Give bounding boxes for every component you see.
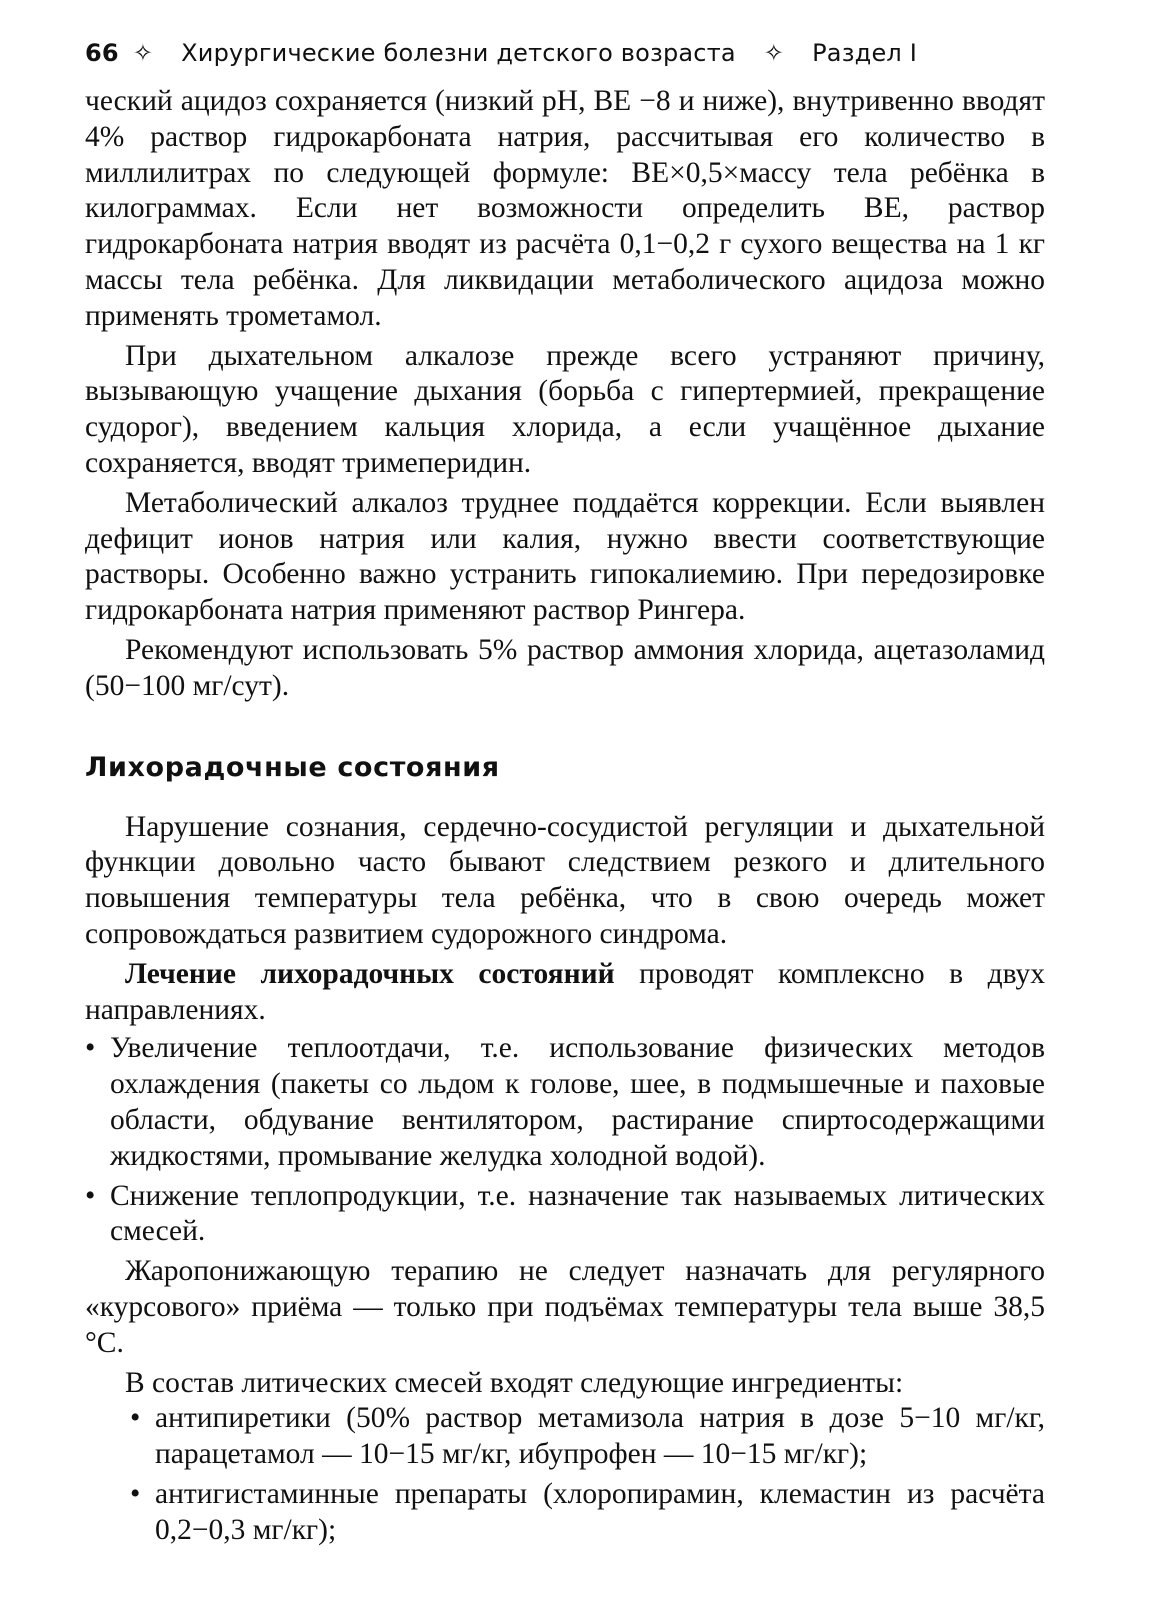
paragraph-recommendation: Рекомендуют использовать 5% раствор аммония хлорида, ацетазоламид (50−100 мг/сут). [85, 633, 1045, 702]
bullet-icon: • [130, 1402, 141, 1435]
paragraph-continued: ческий ацидоз сохраняется (низкий pH, BE −8 и ниже), внутривенно вводят 4% раствор гидрокарбоната натрия, рассчитывая его количество в миллилитрах по следующей формуле: BE×0,5×массу тела ребёнка в килограммах. Если нет возможности определить BE, раствор гидрокарбоната натрия вводят из расчёта 0,1−0,2 г сухого вещества на 1 кг массы тела ребёнка. Для ликвидации метаболического ацидоза можно применять трометамол. [85, 85, 1045, 332]
list-item [85, 1179, 1045, 1251]
bullet-icon: • [85, 1179, 96, 1212]
list-item-text: Снижение теплопродукции, т.е. назначение так называемых литических смесей. [110, 1179, 1045, 1248]
page-number: 66 [85, 39, 119, 67]
list-item [130, 1477, 1045, 1549]
section-heading: Лихорадочные состояния [85, 751, 500, 783]
ingredients-list [130, 1401, 1045, 1548]
bullet-icon: • [130, 1477, 141, 1510]
list-item-text: Увеличение теплоотдачи, т.е. использование физических методов охлаждения (пакеты со льдом к голове, шее, в подмышечные и паховые области, обдувание вентилятором, растирание спиртосодержащими жидкостями, промывание желудка холодной водой). [110, 1032, 1045, 1172]
treatment-term: Лечение лихорадочных состояний [125, 957, 615, 990]
page [85, 36, 1045, 1552]
bullet-icon: • [85, 1032, 96, 1065]
list-item-text: антипиретики (50% раствор метамизола натрия в дозе 5−10 мг/кг, парацетамол — 10−15 мг/кг, ибупрофен — 10−15 мг/кг); [155, 1402, 1045, 1471]
diamond-separator-icon: ✧ [132, 39, 154, 67]
paragraph-lytic-ingredients: В состав литических смесей входят следующие ингредиенты: [125, 1366, 904, 1399]
list-item [85, 1031, 1045, 1174]
diamond-separator-icon: ✧ [763, 39, 785, 67]
running-header [85, 36, 1045, 70]
paragraph-respiratory-alkalosis: При дыхательном алкалозе прежде всего устраняют причину, вызывающую учащение дыхания (борьба с гипертермией, прекращение судорог), введением кальция хлорида, а если учащённое дыхание сохраняется, вводят тримеперидин. [85, 339, 1045, 479]
section-label: Раздел I [812, 39, 918, 67]
paragraph-fever-intro: Нарушение сознания, сердечно-сосудистой регуляции и дыхательной функции довольно часто бывают следствием резкого и длительного повышения температуры тела ребёнка, что в свою очередь может сопровождаться развитием судорожного синдрома. [85, 810, 1045, 950]
treatment-text: проводят комплексно в двух направлениях. [85, 957, 1045, 1026]
book-title: Хирургические болезни детского возраста [181, 39, 736, 67]
paragraph-antipyretic-therapy: Жаропонижающую терапию не следует назначать для регулярного «курсового» приёма — только при подъёмах температуры тела выше 38,5 °С. [85, 1255, 1045, 1359]
list-item-text: антигистаминные препараты (хлоропирамин, клемастин из расчёта 0,2−0,3 мг/кг); [155, 1477, 1045, 1546]
paragraph-metabolic-alkalosis: Метаболический алкалоз труднее поддаётся коррекции. Если выявлен дефицит ионов натрия или калия, нужно ввести соответствующие растворы. Особенно важно устранить гипокалиемию. При передозировке гидрокарбоната натрия применяют раствор Рингера. [85, 486, 1045, 627]
paragraph-treatment [85, 957, 1045, 1029]
treatment-list [85, 1031, 1045, 1250]
list-item [130, 1401, 1045, 1473]
